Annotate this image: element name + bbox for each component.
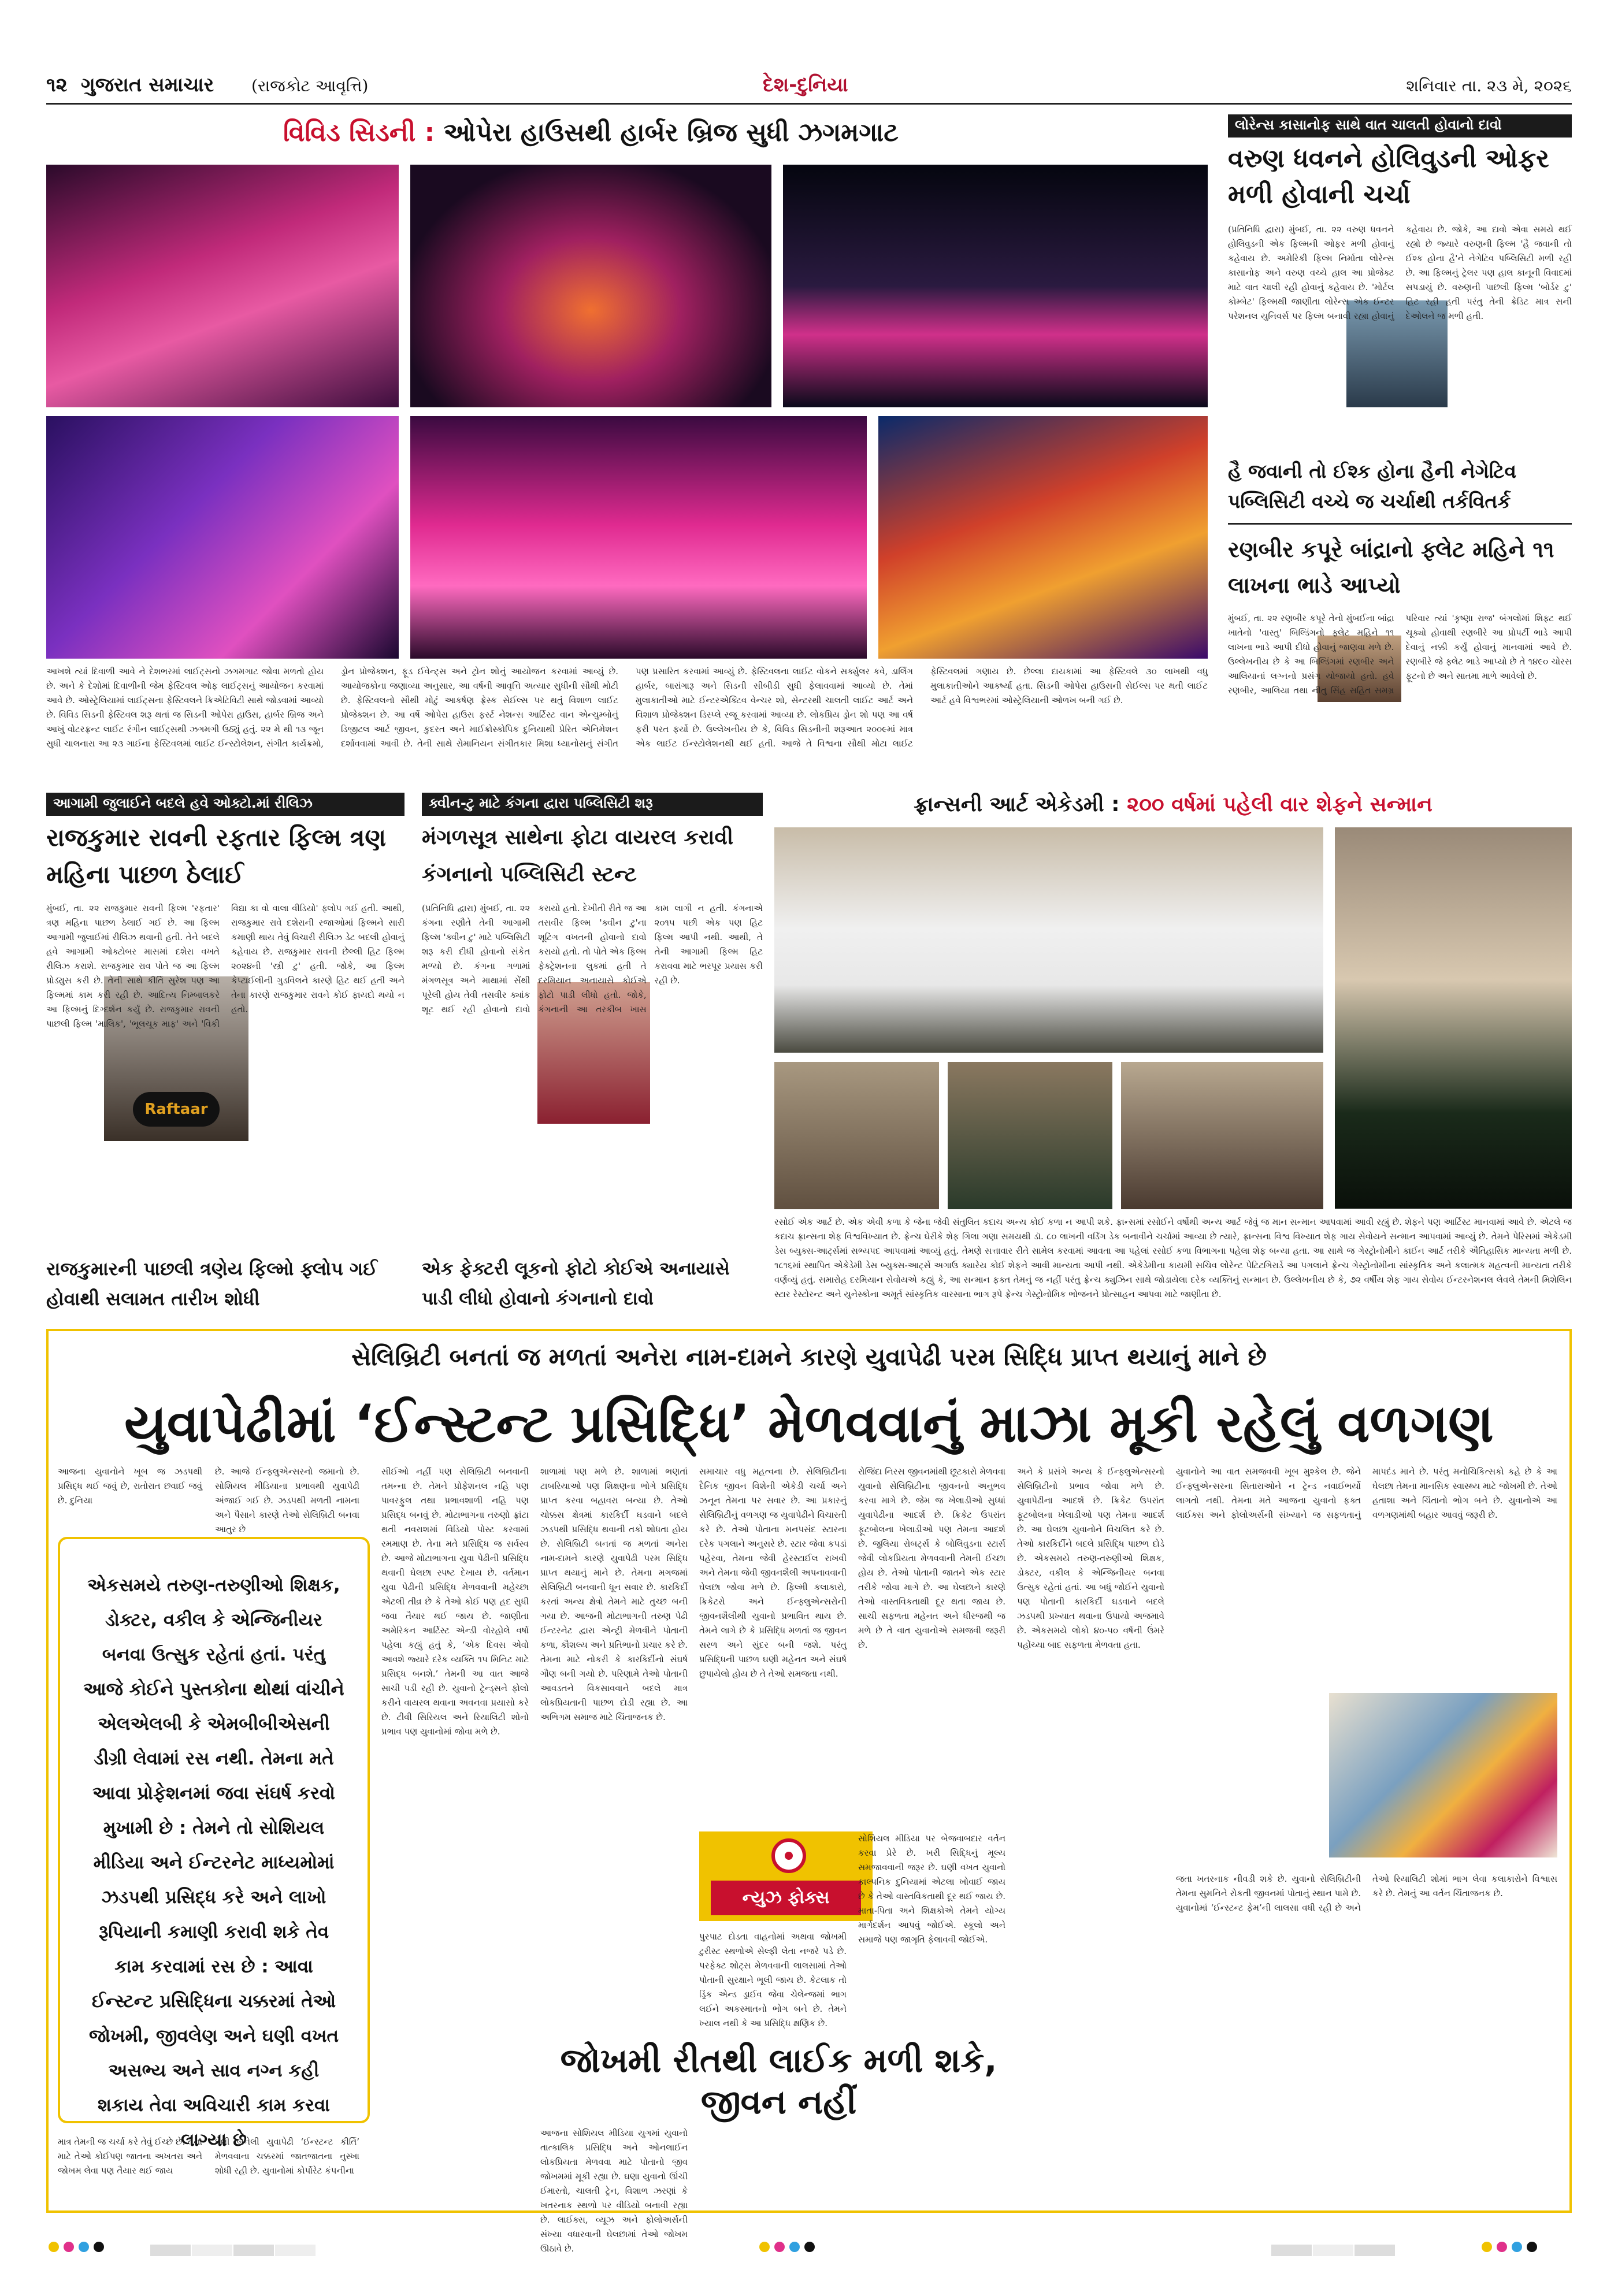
sydney-body: આખશે ત્યાં દિવાળી આવે ને દેશભરમાં લાઈટ્સનો ઝગમગાટ જોવા મળતો હોય છે. અને કે દેશોમાં દિવાળીની જેમ ફેસ્ટિવલ ઓફ લાઈટ્સનું આયોજન કરવામાં આવે છે. ઓસ્ટ્રેલિયામાં લાઈટ્સના ફેસ્ટિવલને ક્રિએટિવિટી સાથે જોડવામાં આવ્યો છે. વિવિડ સિડની ફેસ્ટિવલ શરૂ થતાં જ સિડની ઓપેરા હાઉસ, હાર્બર બ્રિજ અને આખું વોટરફ્રન્ટ લાઈટ રંગીન લાઈટ્સથી ઝગમગી ઉઠ્યું હતું. ૨૨ મે થી ૧૩ જૂન સુધી ચાલનારા આ ૨૩ ગાઈના ફેસ્ટિવલમાં લાઈટ ઈન્સ્ટોલેશન, સંગીત કાર્યક્રમો, ડ્રોન પ્રોજેક્શન, ફૂડ ઈવેન્ટ્સ અને ટ્રોન શોનું આયોજન કરવામાં આવ્યું છે. આયોજકોના જણાવ્યા અનુસાર, આ વર્ષની આવૃત્તિ અત્યાર સુધીની સૌથી મોટી છે. ફેસ્ટિવલનો સૌથી મોટું આકર્ષણ ફ્રેસ્ક સેઈલ્સ પર થતું વિશાળ લાઈટ પ્રોજેક્શન છે. આ વર્ષે ઓપેરા હાઉસ ફર્સ્ટ નેશન્સ આર્ટિસ્ટ વાન એન્ચુમ્બોનું ડિજીટલ આર્ટ જીવન, કુદરત અને માઈક્રોસ્કોપિક દુનિયાથી પ્રેરિત એનિમેશન દર્શાવવામાં આવી છે. તેની સાથે રોમાનિયન સંગીતકાર મિશા ધ્યાનોસનું સંગીત પણ પ્રસારિત કરવામાં આવ્યું છે. ફેસ્ટિવલના લાઈટ વોકને સર્ક્યુલર કવે, ડાર્લિંગ હાર્બર, બારાંગારૂ અને સિડની સીબીડી સુધી ફેલાવવામાં આવ્યો છે. તેમાં મુલાકાતીઓ માટે ઈન્ટરએક્ટિવ વેન્ચર શો, સેન્ટરથી ચાલતી લાઈટ આર્ટ અને વિશાળ પ્રોજેક્શન ડિસ્પ્લે રજૂ કરવામાં આવ્યા છે. લોકપ્રિય ડ્રોન શો પણ આ વર્ષ ફરી પરત ફર્યો છે. ઉલ્લેખનીય છે કે, વિવિડ સિડનીની શરૂઆત ૨૦૦૯માં માત્ર એક લાઈટ ઈન્સ્ટોલેશનથી થઈ હતી. આજે તે વિશ્વના સૌથી મોટા લાઈટ ફેસ્ટિવલમાં ગણાય છે. છેલ્લા દાયકામાં આ ફેસ્ટિવલે ૩૦ લાખથી વધુ મુલાકાતીઓને આકર્ષ્યા હતા. સિડની ઓપેરા હાઉસની સેઈલ્સ પર થતી લાઈટ આર્ટ હવે વિશ્વભરમાં ઓસ્ટ્રેલિયાની ઓળખ બની ગઈ છે. <box>46 666 1208 749</box>
section-label: દેશ-દુનિયા <box>763 73 848 96</box>
feature-col-8b: જતા ખતરનાક નીવડી શકે છે. યુવાનો સેલિબ્રિટીની તેમના સુમનિને રોકતી જીવનમાં પોતાનું સ્થાન પામે છે. યુવાનોમાં ‘ઈન્સ્ટન્ટ ફેમ’ની લાલસા વધી રહી છે અને તેઓ રિયાલિટી શોમાં ભાગ લેવા કલાકારોને વિશ્વાસ કરે છે. તેમનું આ વર્તન ચિંતાજનક છે. <box>1176 1874 1557 1913</box>
feature-sub-col-3: સોશિયલ મીડિયા પર બેજવાબદાર વર્તન કરવા પ્રેરે છે. ખરી સિદ્ધિનું મૂલ્ય સમજાવવાની જરૂર છે. ઘણી વખત યુવાનો કાલ્પનિક દુનિયામાં એટલા ખોવાઈ જાય છે કે તેઓ વાસ્તવિકતાથી દૂર થઈ જાય છે. માતા-પિતા અને શિક્ષકોએ તેમને યોગ્ય માર્ગદર્શન આપવું જોઈએ. સ્કૂલો અને સમાજે પણ જાગૃતિ ફેલાવવી જોઈએ. <box>858 1833 1005 1945</box>
issue-date: શનિવાર તા. ૨૩ મે, ૨૦૨૬ <box>1406 76 1572 95</box>
kangana-body: (પ્રતિનિધિ દ્વારા) મુંબઈ, તા. ૨૨ કંગના રણૌતે તેની આગામી ફિલ્મ 'ક્વીન ટુ' માટે પબ્લિસિટી શરૂ કરી દીધી હોવાનો સંકેત મળ્યો છે. કંગના ગળામાં મંગળસૂત્ર અને માથામાં સેંથી પૂરેલી હોય તેવી તસવીર ક્યાંક શૂટ થઈ રહી હોવાનો દાવો કરાયો હતો. દેખીતી રીતે જ આ તસવીર ફિલ્મ 'ક્વીન ટુ'ના શૂટિંગ વખતની હોવાનો દાવો કરાયો હતો. તો પોતે એક ફિલ્મ ફેક્ટ્રેશનના લુકમાં હતી તે દરમિયાન અનાયાસે કોઈએ ફોટો પાડી લીધો હતો. જોકે, કંગનાની આ તરકીબ ખાસ કામ લાગી ન હતી. કંગનાએ ૨૦૧૫ પછી એક પણ હિટ ફિલ્મ આપી નથી. આથી, તે તેની આગામી ફિલ્મ હિટ કરાવવા માટે ભરપૂર પ્રયાસ કરી રહી છે. <box>422 903 763 1015</box>
france-headline-tag: ફ્રાન્સની આર્ટ એકેડમી : <box>914 793 1120 816</box>
photo-pink-trees <box>410 416 867 659</box>
divider-varun <box>1228 523 1572 525</box>
registration-dots-right <box>1479 2242 1539 2259</box>
varun-body: (પ્રતિનિધિ દ્વારા) મુંબઈ, તા. ૨૨ વરુણ ધવનને હોલિવુડની એક ફિલ્મની ઓફર મળી હોવાનું કહેવાય છે. અમેરિકી ફિલ્મ નિર્માતા લોરેન્સ કાસાનોફ અને વરુણ વચ્ચે હાલ આ પ્રોજેક્ટ માટે વાત ચાલી રહી હોવાનું કહેવાય છે. 'મોર્ટલ કોમ્બેટ' ફિલ્મથી જાણીતા લોરેન્સ એક ઈન્ટર પરેશનલ યુનિવર્સ પર ફિલ્મ બનાવી રહ્યા હોવાનું કહેવાય છે. જોકે, આ દાવો એવા સમયે થઈ રહ્યો છે જ્યારે વરુણની ફિલ્મ 'હૈ જવાની તો ઈશ્ક હોના હૈ'ને નેગેટિવ પબ્લિસિટી મળી રહી છે. આ ફિલ્મનું ટ્રેલર પણ હાલ કાનૂની વિવાદમાં સપડાયું છે. વરુણની પાછલી ફિલ્મ 'બોર્ડર ટુ' હિટ રહી હતી પરંતુ તેની ક્રેડિટ માત્ર સની દેઓલને જ મળી હતી. <box>1228 224 1572 321</box>
registration-dots-left <box>46 2242 106 2259</box>
feature-col-1-bottom: માત્ર તેમની જ ચર્ચા કરે તેવું ઈચ્છે છે. તેના માટે તેઓ કોઈપણ જાતના અખતરા અને જોખમ લેવા પણ તૈયાર થઈ જાય <box>58 2137 202 2176</box>
rajkummar-headline: રાજકુમાર રાવની રફતાર ફિલ્મ ત્રણ મહિના પાછળ ઠેલાઈ <box>46 823 386 889</box>
photo-ceremony <box>1121 1062 1323 1209</box>
news-focus-label: ન્યુઝ ફોક્સ <box>711 1881 861 1915</box>
feature-sub-col-1: આજના સોશિયલ મીડિયા યુગમાં યુવાનો તાત્કાલિક પ્રસિદ્ધિ અને ઓનલાઈન લોકપ્રિયતા મેળવવા માટે પોતાનો જીવ જોખમમાં મૂકી રહ્યા છે. ઘણા યુવાનો ઊંચી ઈમારતો, ચાલતી ટ્રેન, વિશાળ ઝરણાં કે ખતરનાક સ્થળો પર વીડિયો બનાવી રહ્યા છે. લાઈક્સ, વ્યૂઝ અને ફોલોઅર્સની સંખ્યા વધારવાની ઘેલછામાં તેઓ જોખમ ઊઠાવે છે. <box>540 2128 688 2254</box>
feature-col-1-top: આજના યુવાનોને ખૂબ જ ઝડપથી પ્રસિદ્ધ થઈ જવું છે, રાતોરાત છવાઈ જવું છે. દુનિયા <box>58 1466 202 1506</box>
feature-headline: યુવાપેઢીમાં ‘ઈન્સ્ટન્ટ પ્રસિદ્ધિ’ મેળવવાનું માઝા મૂકી રહેલું વળગણ <box>124 1394 1494 1454</box>
feature-col-8: યુવાનોને આ વાત સમજવવી ખૂબ મુશ્કેલ છે. જેને ઈન્ફ્લુએન્સરના સિતારાઓને ન ટ્રેન્ડ નવાઈભર્યો લાગતો નથી. તેમના મતે આજના યુવાનો ફક્ત લાઈક્સ અને ફોલોઅર્સની સંખ્યાને જ સફળતાનું માપદંડ માને છે. પરંતુ મનોચિકિત્સકો કહે છે કે આ ઘેલછા તેમના માનસિક સ્વાસ્થ્ય માટે જોખમી છે. તેઓ હતાશા અને ચિંતાનો ભોગ બને છે. યુવાનોએ આ વળગણમાંથી બહાર આવવું જરૂરી છે. <box>1176 1466 1557 1520</box>
photo-light-sculpture <box>46 416 399 659</box>
color-bar-right <box>1271 2245 1396 2258</box>
pull-quote-box <box>58 1537 370 2150</box>
sydney-headline-text: ઓપેરા હાઉસથી હાર્બર બ્રિજ સુધી ઝગમગાટ <box>443 118 899 147</box>
page-number: ૧૨ <box>46 73 68 96</box>
rajkummar-kicker: આગામી જુલાઈને બદલે હવે ઓક્ટો.માં રીલિઝ <box>46 793 404 816</box>
news-focus-logo <box>699 1831 873 1921</box>
paper-name: ગુજરાત સમાચાર <box>81 73 214 96</box>
photo-sydney-building <box>46 165 399 407</box>
varun-headline: વરુણ ધવનને હોલિવુડની ઓફર મળી હોવાની ચર્ચા <box>1228 144 1549 209</box>
kangana-kicker: ક્વીન-ટુ માટે કંગના દ્વારા પબ્લિસિટી શરૂ <box>422 793 763 816</box>
edition-label: (રાજકોટ આવૃત્તિ) <box>251 76 369 95</box>
photo-projection-building <box>878 416 1208 659</box>
varun-subheadline: હૈ જવાની તો ઈશ્ક હોના હૈની નેગેટિવ પબ્લિસિટી વચ્ચે જ ચર્ચાથી તર્કવિતર્ક <box>1228 460 1517 512</box>
photo-chef-sword <box>1335 827 1572 1209</box>
raftaar-badge: Raftaar <box>133 1092 220 1127</box>
ranbir-body: મુંબઈ, તા. ૨૨ રણબીર કપૂરે તેનો મુંબઈના બાંદ્રા ખાતેનો 'વાસ્તુ' બિલ્ડિંગનો ફ્લેટ મહિને ૧૧ લાખના ભાડે આપી દીધો હોવાનું જાણવા મળે છે. ઉલ્લેખનીય છે કે આ બિલ્ડિંગમાં રણબીર અને આલિયાનાં લગ્નનો પ્રસંગ યોજાયો હતો. હવે રણબીર, આલિયા તથા નીતુ સિંહ સહિત સમગ્ર પરિવાર ત્યાં 'કૃષ્ણા રાજ' બંગલોમાં શિફ્ટ થઈ ચૂક્યો હોવાથી રણબીરે આ પ્રોપર્ટી ભાડે આપી દેવાનું નક્કી કર્યું હોવાનું માનવામાં આવે છે. રણબીરે જે ફ્લેટ ભાડે આપ્યો છે તે ૧૪૯૦ ચોરસ ફૂટનો છે અને સાતમા માળે આવેલો છે. <box>1228 613 1572 696</box>
pull-quote: એકસમયે તરુણ-તરુણીઓ શિક્ષક, ડોક્ટર, વકીલ કે એન્જિનીયર બનવા ઉત્સુક રહેતાં હતાં. પરંતુ આજે કોઈને પુસ્તકોના થોથાં વાંચીને એલએલબી કે એમબીબીએસની ડીગ્રી લેવામાં રસ નથી. તેમના મતે આવા પ્રોફેશનમાં જવા સંઘર્ષ કરવો મુખામી છે : તેમને તો સોશિયલ મીડિયા અને ઈન્ટરનેટ માધ્યમોમાં ઝડપથી પ્રસિદ્ધ કરે અને લાખો રૂપિયાની કમાણી કરાવી શકે તેવ કામ કરવામાં રસ છે : આવા ઈન્સ્ટન્ટ પ્રસિદ્ધિના ચક્કરમાં તેઓ જોખમી, જીવલેણ અને ઘણી વખત અસભ્ય અને સાવ નગ્ન કહી શકાય તેવા અવિચારી કામ કરવા લાગ્યા છે <box>83 1575 344 2150</box>
feature-col-3: સીઈઓ નહીં પણ સેલિબ્રિટી બનવાની તમન્ના છે. તેમને પ્રોફેશનલ નહિ પણ પાવરફુલ તથા પ્રભાવશાળી નહિ પણ પ્રસિદ્ધ બનવું છે. મોટાભાગના તરુણો ફ્રાંટા થતી નવરાશમાં વિડિયો પોસ્ટ કરવામાં રમમાણ છે. તેના મતે પ્રસિદ્ધિ જ સર્વસ્વ છે. આજે મોટાભાગના યુવા પેઢીની પ્રસિદ્ધિ થવાની ઘેલછા સ્પષ્ટ દેખાય છે. વર્તમાન યુવા પેઢીની પ્રસિદ્ધિ મેળવવાની મહેચ્છા એટલી તીવ્ર છે કે તેઓ કોઈ પણ હદ સુધી જવા તૈયાર થઈ જાય છે. જાણીતા અમેરિકન આર્ટિસ્ટ એન્ડી વોરહોલે વર્ષો પહેલા કહ્યું હતું કે, ‘એક દિવસ એવો આવશે જ્યારે દરેક વ્યક્તિ ૧૫ મિનિટ માટે પ્રસિદ્ધ બનશે.’ તેમની આ વાત આજે સાચી પડી રહી છે. યુવાનો ટ્રેન્ડ્સને ફોલો કરીને વાયરલ થવાના અવનવા પ્રયાસો કરે છે. ટીવી સિરિયલ અને રિયાલિટી શોનો પ્રભાવ પણ યુવાનોમાં જોવા મળે છે. <box>381 1466 529 1737</box>
sydney-headline-tag: વિવિડ સિડની : <box>283 118 435 147</box>
feature-col-2-bottom: ઘેલી બનેલી યુવાપેઢી ‘ઈન્સ્ટન્ટ કીર્તિ’ મેળવવાના ચક્કરમાં જાતજાતના નુસ્ખા શોધી રહી છે. યુવાનોમાં કોર્પોરેટ કંપનીના <box>215 2137 359 2176</box>
ranbir-headline: રણબીર કપૂરે બાંદ્રાનો ફ્લેટ મહિને ૧૧ લાખના ભાડે આપ્યો <box>1228 537 1554 598</box>
masthead <box>46 72 1572 102</box>
photo-chefs-group <box>774 827 1323 1053</box>
photo-academy-hall <box>774 1062 939 1209</box>
france-body: રસોઈ એક આર્ટ છે. એક એવી કળા કે જેના જેવી સંતુલિત કદાચ અન્ય કોઈ કળા ન આપી શકે. ફ્રાન્સમાં રસોઈને વર્ષોથી અન્ય આર્ટ જેવું જ માન સન્માન આપવામાં આવી રહ્યું છે. શેફને પણ આર્ટિસ્ટ માનવામાં આવે છે. એટલે જ કદાચ ફ્રાન્સના શેફ વિશ્વવિખ્યાત છે. ફ્રેન્ચ ઘેરીકે શેફ ગિલા ગણા સમયથી ડૉ. ૮૦ લાખની વર્ડિંગ ડેક બનાવીને ચર્ચામાં આવ્યા છે ત્યારે, ફ્રાન્સના વિશ્વ વિખ્યાત શેફ ગાય સેવોયને સન્માન આપવામાં આવ્યું છે. તેમને પેરિસમાં એકેડમી ડેસ બ્યુક્સ-આર્ટ્સમાં સભ્યપદ આપવામાં આવ્યું હતું. તેમણે સત્તાવાર રીતે સામેલ કરવામાં આવતા આ પહેલાં રસોઈ કળા વિભાગના પહેલા શેફ બન્યા હતા. આ સાથે જ ગેસ્ટ્રોનોમીને કાઈન આર્ટ તરીકે ઐતિહાસિક માન્યતા મળી છે. ૧૮૧૬માં સ્થાપિત એકેડેમી ડેસ બ્યુક્સ-આર્ટ્સે અગાઉ ક્યારેય કોઈ શેફને આવી માન્યતા આપી નથી. એકેડેમીના કાયમી સચિવ લોરેન્ટ પેટિટગિરાર્ડે આ પગલાને ફ્રેન્ચ ગેસ્ટ્રોનોમીના સાંસ્કૃતિક અને કલાત્મક મહત્વની માન્યતા તરીકે વર્ણવ્યું હતું. સમારોહ દરમિયાન સેવોયએ કહ્યું કે, આ સન્માન ફક્ત તેમનું જ નહીં પરંતુ ફ્રેન્ચ ક્યુઝિન સાથે જોડાયેલા દરેક વ્યક્તિનું સન્માન છે. ઉલ્લેખનીય છે કે, ૭૨ વર્ષીય શેફ ગાય સેવોય ઈન્ટરનેશનલ લેવલે તેમની મિશેલિન સ્ટાર રેસ્ટોરન્ટ અને યુનેસ્કોના અમૂર્ત સાંસ્કૃતિક વારસાના ભાગ રૂપે ફ્રેન્ચ ગેસ્ટ્રોનોમિક ભોજનને પ્રોત્સાહન આપવા માટે જાણીતા છે. <box>774 1217 1572 1299</box>
feature-col-5: સમાચાર વધુ મહત્વના છે. સેલિબ્રિટીના દૈનિક જીવન વિશેની એકેડી ચર્ચા અને ઝનૂન તેમના પર સવાર છે. આ પ્રકારનું સેલિબ્રિટીનું વળગણ જ યુવાપેઢીને વિચારતી કરે છે. તેઓ પોતાના મનપસંદ સ્ટારના દરેક પગલાને અનુસરે છે. સ્ટાર જેવા કપડાં પહેરવા, તેમના જેવી હેરસ્ટાઈલ રાખવી અને તેમના જેવી જીવનશૈલી અપનાવવાની ઘેલછા જોવા મળે છે. ફિલ્મી કલાકારો, ક્રિકેટરો અને ઈન્ફ્લુએન્સરોની જીવનશૈલીથી યુવાનો પ્રભાવિત થાય છે. તેમને લાગે છે કે પ્રસિદ્ધિ મળતાં જ જીવન સરળ અને સુંદર બની જશે. પરંતુ પ્રસિદ્ધિની પાછળ ઘણી મહેનત અને સંઘર્ષ છુપાયેલો હોય છે તે તેઓ સમજતા નથી. <box>699 1466 847 1679</box>
feature-col-2-top: છે. આજે ઈન્ફ્લુએન્સરનો જમાનો છે. સોશિયલ મીડિયાના પ્રભાવથી યુવાપેઢી અંજાઈ ગઈ છે. ઝડપથી મળતી નામના અને પૈસાને કારણે તેઓ સેલિબ્રિટી બનવા આતુર છે <box>215 1466 359 1535</box>
varun-kicker: લોરેન્સ કાસાનોફ સાથે વાત ચાલતી હોવાનો દાવો <box>1228 114 1572 138</box>
rajkummar-body: મુંબઈ, તા. ૨૨ રાજકુમાર રાવની ફિલ્મ 'રફતાર' ત્રણ મહિના પાછળ ઠેલાઈ ગઈ છે. આ ફિલ્મ આગામી જુલાઈમાં રીલિઝ થવાની હતી. તેને બદલે હવે આગામી ઓક્ટોબર માસમાં દશેરા વખતે રીલિઝ કરાશે. રાજકુમાર રાવ પોતે જ આ ફિલ્મ પ્રોડ્યુસ કરી છે. તેની સાથે કીર્તિ સુરેશ પણ આ ફિલ્મમાં કામ કરી રહી છે. આદિત્ય નિમ્બાલકરે આ ફિલ્મનું દિગ્દર્શન કર્યું છે. રાજકુમાર રાવની પાછલી ફિલ્મ 'માલિક', 'ભૂલચૂક માફ' અને 'વિકી વિદ્યા કા વો વાલા વીડિયો' ફ્લોપ ગઈ હતી. આથી, રાજકુમાર રાવે દશેરાની રજાઓમાં ફિલ્મને સારી કમાણી થાય તેવું વિચારી રીલિઝ ડેટ બદલી હોવાનું કહેવાય છે. રાજકુમાર રાવની છેલ્લી હિટ ફિલ્મ ૨૦૨૪ની 'સ્ત્રી ટુ' હતી. જોકે, આ ફિલ્મ કેપ્ટાઈલીની ગુડવિલને કારણે હિટ થઈ હતી અને તેના કારણે રાજકુમાર રાવને કોઈ ફાયદો થયો ન હતો. <box>46 903 404 1029</box>
france-headline-text: ૨૦૦ વર્ષમાં પહેલી વાર શેફને સન્માન <box>1127 793 1433 816</box>
feature-col-6: રોજિંદા નિરસ જીવનમાંથી છૂટકારો મેળવવા યુવાનો સેલિબ્રિટીના જીવનનો અનુભવ કરવા માગે છે. જેમ જ ખેલાડીઓ સુધ્ધાં યુવાપેઢીના આદર્શ છે. ક્રિકેટ ઉપરાંત ફૂટબોલના ખેલાડીઓ પણ તેમના આદર્શ છે. જુલિયા રોબર્ટ્સ કે બોલિવુડના સ્ટાર્સ જેવી લોકપ્રિયતા મેળવવાની તેમની ઈચ્છા હોય છે. તેઓ પોતાની જાતને એક સ્ટાર તરીકે જોવા માગે છે. આ ઘેલછાને કારણે તેઓ વાસ્તવિકતાથી દૂર થતા જાય છે. સાચી સફળતા મહેનત અને ધીરજથી જ મળે છે તે વાત યુવાનોએ સમજવી જરૂરી છે. <box>858 1466 1005 1650</box>
kangana-headline: મંગળસૂત્ર સાથેના ફોટા વાયરલ કરાવી કંગનાનો પબ્લિસિટી સ્ટન્ટ <box>422 826 734 886</box>
kangana-subheadline: એક ફેક્ટરી લૂકનો ફોટો કોઈએ અનાયાસે પાડી લીધો હોવાનો કંગનાનો દાવો <box>422 1258 730 1309</box>
feature-subheadline: જોખમી રીતથી લાઈક મળી શકે, જીવન નહીં <box>560 2041 997 2122</box>
feature-sub-col-2: પુરપાટ દોડતા વાહનોમાં અથવા જોખમી ટુરીસ્ટ સ્થળોએ સેલ્ફી લેતા નજરે પડે છે. પરફેક્ટ શોટ્સ મેળવવાની લાલસામાં તેઓ પોતાની સુરક્ષાને ભૂલી જાય છે. કેટલાક તો ડ્રિંક એન્ડ ડ્રાઈવ જેવા ચેલેન્જમાં ભાગ લઈને અકસ્માતનો ભોગ બને છે. તેમને ખ્યાલ નથી કે આ પ્રસિદ્ધિ ક્ષણિક છે. <box>699 1931 847 2028</box>
eye-icon <box>771 1838 806 1873</box>
registration-dots-center <box>757 2242 817 2259</box>
photo-harbour-bridge <box>783 165 1208 407</box>
feature-kicker: સેલિબ્રિટી બનતાં જ મળતાં અનેરા નામ-દામને કારણે યુવાપેઢી પરમ સિદ્ધિ પ્રાપ્ત થયાનું માને છે <box>351 1343 1267 1371</box>
feature-col-7: અને કે પ્રસંગે અન્ય કે ઈન્ફ્લુએન્સરનો સેલિબ્રિટીનો પ્રભાવ જોવા મળે છે. યુવાપેઢીના આદર્શ છે. ક્રિકેટ ઉપરાંત ફૂટબોલના ખેલાડીઓ પણ તેમના આદર્શ છે. આ ઘેલછા યુવાનોને વિચલિત કરે છે. તેઓ કારકિર્દીને બદલે પ્રસિદ્ધિ પાછળ દોડે છે. એકસમયે તરુણ-તરુણીઓ શિક્ષક, ડોક્ટર, વકીલ કે એન્જિનીયર બનવા ઉત્સુક રહેતાં હતાં. આ બધું જોઈને યુવાનો પણ પોતાની કારકિર્દી ઘડવાને બદલે ઝડપથી પ્રખ્યાત થવાના ઉપાયો અજમાવે છે. એકસમયે લોકો ૪૦-૫૦ વર્ષની ઉંમરે પહોંચ્યા બાદ સફળતા મેળવતા હતા. <box>1017 1466 1164 1650</box>
photo-chef-portrait <box>948 1062 1112 1209</box>
sydney-headline <box>283 118 1219 153</box>
rajkummar-subheadline: રાજકુમારની પાછલી ત્રણેય ફિલ્મો ફ્લોપ ગઈ હોવાથી સલામત તારીખ શોધી <box>46 1258 377 1310</box>
france-headline <box>774 793 1572 822</box>
photo-smartphone-apps <box>1329 1693 1557 1857</box>
photo-opera-house <box>410 165 771 407</box>
feature-col-4: શાળામાં પણ મળે છે. શાળામાં ભણતાં ટાબરિયાઓ પણ શિક્ષણના ભોગે પ્રસિદ્ધિ પ્રાપ્ત કરવા બહાવરા બન્યા છે. તેઓ ચોક્કસ ક્ષેત્રમાં કારકિર્દી ઘડવાને બદલે ઝડપથી પ્રસિદ્ધિ થવાની તકો શોધતા હોય છે. સેલિબ્રિટી બનતાં જ મળતાં અનેરા નામ-દામને કારણે યુવાપેઢી પરમ સિદ્ધિ પ્રાપ્ત થયાનું માને છે. તેમના મગજમાં સેલિબ્રિટી બનવાની ધૂન સવાર છે. કારકિર્દી કરતાં અન્ય ક્ષેત્રો તેમને માટે તુચ્છ બની ગયા છે. આજની મોટાભાગની તરુણ પેઢી ઈન્ટરનેટ દ્વારા એન્ટ્રી મેળવીને પોતાની કળા, કૌશલ્ય અને પ્રતિભાનો પ્રચાર કરે છે. તેમના માટે નોકરી કે કારકિર્દીનો સંઘર્ષ ગૌણ બની ગયો છે. પરિણામે તેઓ પોતાની આવડતને વિકસાવવાને બદલે માત્ર લોકપ્રિયતાની પાછળ દોડી રહ્યા છે. આ અભિગમ સમાજ માટે ચિંતાજનક છે. <box>540 1466 688 1722</box>
color-bar-left <box>150 2245 317 2258</box>
masthead-rule <box>46 103 1572 105</box>
